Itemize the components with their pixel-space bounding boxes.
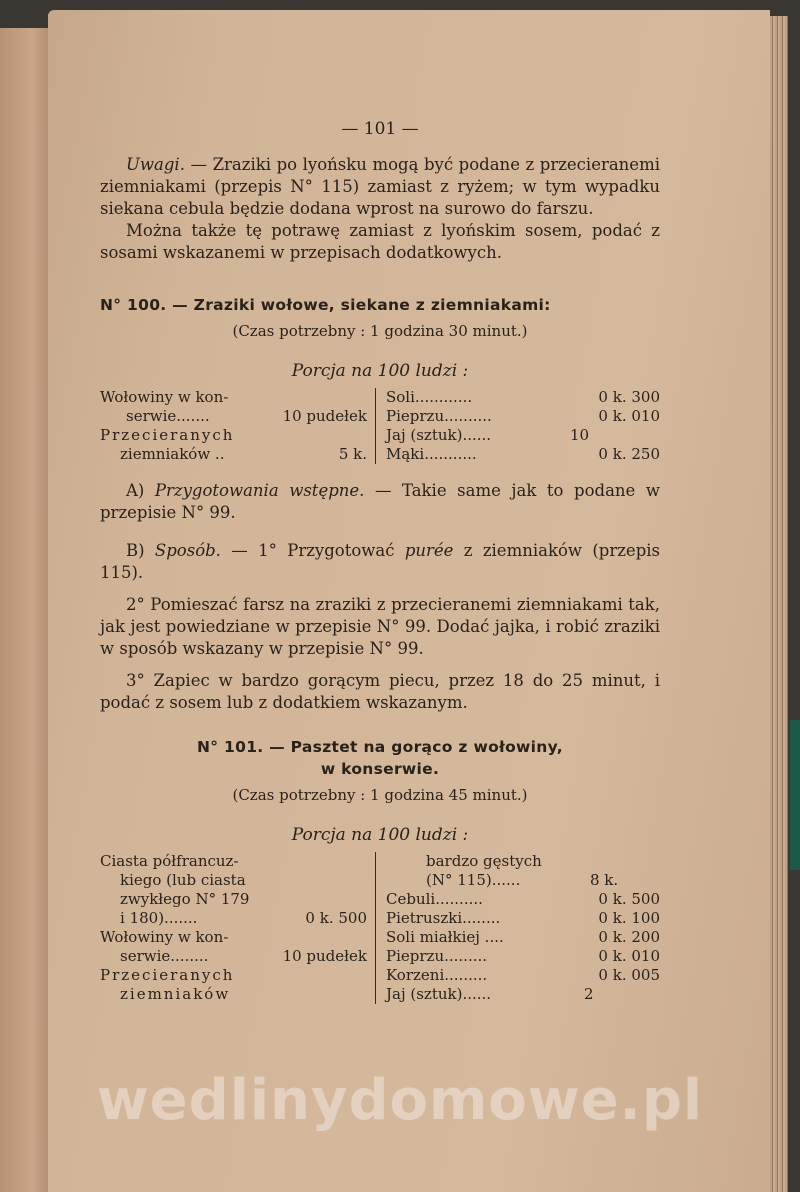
recipe-101-ingredients	[100, 852, 660, 1004]
ingredient-row: Przecieranych	[100, 426, 235, 444]
ingredient-row: Pieprzu......... 0 k. 010	[386, 947, 660, 965]
recipe-100-step-a: A) Przygotowania wstępne. — Takie same jak to podane w przepisie N° 99.	[100, 481, 660, 522]
ingredient-row: ziemniaków .. 5 k.	[120, 445, 367, 463]
page-content	[100, 118, 660, 1004]
notes-paragraph	[100, 154, 660, 220]
ingredients-right-column	[376, 852, 660, 1004]
recipe-101-heading	[100, 736, 660, 780]
notes-label: Uwagi.	[126, 155, 185, 174]
recipe-100-portion: Porcja na 100 ludzi :	[291, 361, 469, 381]
left-page-edge	[0, 28, 54, 1192]
ingredient-row: zwykłego N° 179	[120, 890, 250, 908]
ingredients-right-column	[376, 388, 660, 464]
ingredient-row: Wołowiny w kon-	[100, 388, 229, 406]
recipe-100-step-2: 2° Pomieszać farsz na zraziki z przecieranemi ziemniakami tak, jak jest powiedziane w przepisie N° 99. Dodać jajka, i robić zraziki w sposób wskazany w przepisie N° 99.	[100, 595, 660, 658]
ingredient-row: Korzeni......... 0 k. 005	[386, 966, 660, 984]
ingredient-row: bardzo gęstych	[426, 852, 542, 870]
ingredient-row: Soli............ 0 k. 300	[386, 388, 660, 406]
page-number: — 101 —	[341, 119, 419, 139]
bookmark-tab	[790, 720, 800, 870]
recipe-101-portion: Porcja na 100 ludzi :	[291, 825, 469, 845]
ingredient-row: Mąki........... 0 k. 250	[386, 445, 660, 463]
recipe-101-number: N° 101.	[197, 738, 264, 756]
ingredient-row: i 180)....... 0 k. 500	[120, 909, 367, 927]
ingredients-left-column	[100, 388, 376, 464]
ingredient-row: Soli miałkiej .... 0 k. 200	[386, 928, 660, 946]
ingredient-row: Pietruszki........ 0 k. 100	[386, 909, 660, 927]
recipe-101-title: — Pasztet na gorąco z wołowiny,	[263, 738, 563, 756]
ingredient-row: ziemniaków	[120, 985, 231, 1003]
page-stack-edge	[770, 16, 788, 1192]
ingredient-row: Pieprzu.......... 0 k. 010	[386, 407, 660, 425]
ingredient-row: Wołowiny w kon-	[100, 928, 229, 946]
recipe-100-heading	[100, 294, 660, 316]
recipe-100-step-3: 3° Zapiec w bardzo gorącym piecu, przez 18 do 25 minut, i podać z sosem lub z dodatkiem wskazanym.	[100, 671, 660, 712]
recipe-100-time: (Czas potrzebny : 1 godzina 30 minut.)	[232, 322, 528, 340]
notes-text: — Zraziki po lyońsku mogą być podane z przecieranemi ziemniakami (przepis N° 115) zamiast z ryżem; w tym wypadku siekana cebula będzie dodana wprost na surowo do farszu.	[100, 155, 660, 218]
ingredient-row: Jaj (sztuk)...... 2	[386, 985, 594, 1003]
recipe-100-ingredients	[100, 388, 660, 464]
recipe-101-time: (Czas potrzebny : 1 godzina 45 minut.)	[232, 786, 528, 804]
ingredient-row: kiego (lub ciasta	[120, 871, 246, 889]
watermark: wedlinydomowe.pl	[96, 1068, 704, 1133]
ingredient-row: Cebuli.......... 0 k. 500	[386, 890, 660, 908]
ingredient-row: Przecieranych	[100, 966, 235, 984]
ingredient-row: serwie........ 10 pudełek	[120, 947, 367, 965]
ingredient-row: Ciasta półfrancuz-	[100, 852, 239, 870]
recipe-100-step-b: B) Sposób. — 1° Przygotować purée z ziemniaków (przepis 115).	[100, 541, 661, 582]
recipe-100-number: N° 100.	[100, 296, 167, 314]
ingredient-row: serwie....... 10 pudełek	[126, 407, 367, 425]
recipe-101-title-line2: w konserwie.	[320, 760, 440, 778]
ingredient-row: Jaj (sztuk)...... 10	[386, 426, 590, 444]
ingredient-row: (N° 115)...... 8 k.	[426, 871, 619, 889]
notes-paragraph-2: Można także tę potrawę zamiast z lyońskim sosem, podać z sosami wskazanemi w przepisach dodatkowych.	[100, 221, 660, 262]
recipe-100-title: — Zraziki wołowe, siekane z ziemniakami:	[166, 296, 551, 314]
ingredients-left-column	[100, 852, 376, 1004]
